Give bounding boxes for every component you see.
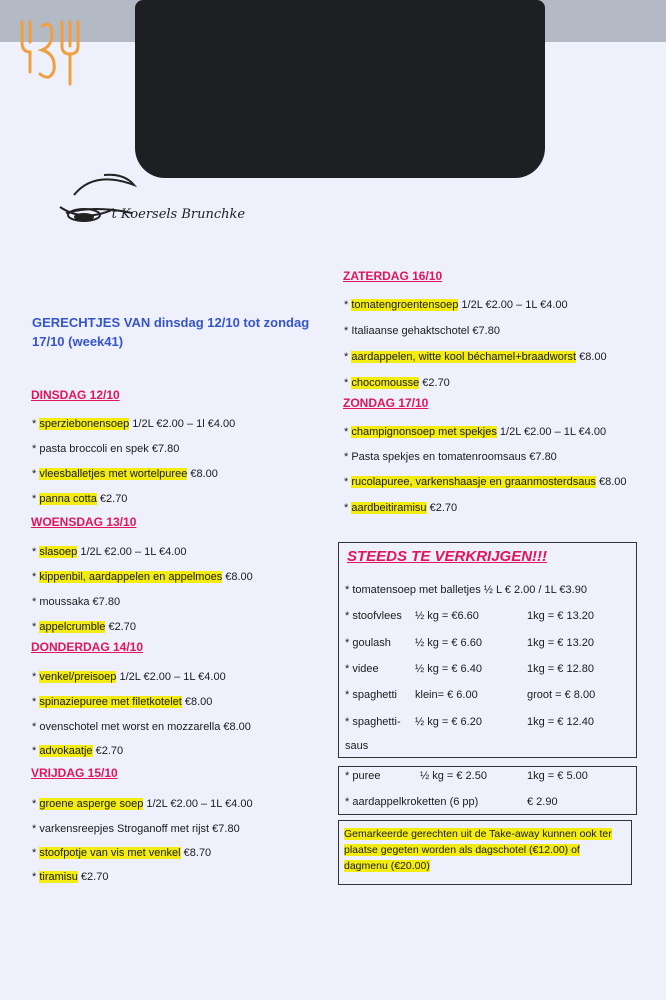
steeds-half: ½ kg = € 6.40: [415, 663, 482, 675]
bullet-star: *: [32, 798, 40, 810]
bullet-star: *: [32, 847, 40, 859]
dish-text: €2.70: [92, 745, 124, 757]
watermark-logo-icon: [16, 12, 88, 92]
day-heading: ZATERDAG 16/10: [343, 269, 443, 283]
dish-text: Italiaanse gehaktschotel €7.80: [351, 325, 500, 337]
highlighted-dish: spinaziepuree met filetkotelet: [39, 696, 182, 708]
menu-item: [32, 745, 123, 757]
saus-label: saus: [345, 740, 369, 752]
steeds-half: ½ kg = € 6.20: [415, 716, 482, 728]
highlighted-dish: tiramisu: [39, 871, 78, 883]
menu-item: [344, 299, 568, 311]
dish-text: 1/2L €2.00 – 1l €4.00: [129, 418, 236, 430]
menu-item: [344, 451, 557, 463]
day-heading: WOENSDAG 13/10: [31, 515, 137, 529]
dish-text: €8.00: [181, 696, 213, 708]
steeds-kg: 1kg = € 13.20: [527, 610, 594, 622]
menu-item: [32, 493, 127, 505]
menu-item: [344, 377, 450, 389]
bullet-star: *: [32, 546, 40, 558]
highlighted-dish: aardbeitiramisu: [351, 502, 427, 514]
dish-text: Pasta spekjes en tomatenroomsaus €7.80: [351, 451, 557, 463]
steeds-name: * stoofvlees: [345, 610, 402, 622]
menu-item: [344, 325, 500, 337]
dish-text: 1/2L €2.00 – 1L €4.00: [143, 798, 253, 810]
dish-text: €2.70: [426, 502, 458, 514]
highlighted-dish: sperziebonensoep: [39, 418, 130, 430]
steeds-name: * videe: [345, 663, 379, 675]
bullet-star: *: [32, 493, 40, 505]
bullet-star: *: [32, 671, 40, 683]
menu-item: [32, 546, 187, 558]
menu-item: [344, 502, 457, 514]
menu-item: [32, 621, 136, 633]
day-heading: DINSDAG 12/10: [31, 388, 120, 402]
highlighted-dish: panna cotta: [39, 493, 97, 505]
highlighted-dish: slasoep: [39, 546, 78, 558]
highlighted-dish: champignonsoep met spekjes: [351, 426, 497, 438]
dish-text: €8.00: [576, 351, 607, 363]
menu-item: [32, 798, 253, 810]
bullet-star: *: [32, 596, 40, 608]
steeds-name: * spaghetti: [345, 689, 397, 701]
bullet-star: *: [344, 426, 352, 438]
steeds-name: * spaghetti-: [345, 716, 401, 728]
dish-text: €2.70: [419, 377, 450, 389]
highlighted-dish: vleesballetjes met wortelpuree: [39, 468, 188, 480]
dish-text: €2.70: [105, 621, 136, 633]
menu-item: [32, 871, 108, 883]
dish-text: €8.00: [187, 468, 218, 480]
bullet-star: *: [32, 696, 40, 708]
highlighted-dish: kippenbil, aardappelen en appelmoes: [39, 571, 223, 583]
bullet-star: *: [32, 621, 40, 633]
bullet-star: *: [344, 351, 352, 363]
menu-item: [32, 721, 251, 733]
dish-text: €8.00: [595, 476, 627, 488]
menu-item: [32, 468, 218, 480]
menu-item: [344, 351, 607, 363]
steeds-half: klein= € 6.00: [415, 689, 478, 701]
day-heading: ZONDAG 17/10: [343, 396, 429, 410]
day-heading: DONDERDAG 14/10: [31, 640, 144, 654]
bullet-star: *: [32, 443, 40, 455]
highlighted-dish: aardappelen, witte kool béchamel+braadworst: [351, 351, 577, 363]
logo-text: 't Koersels Brunchke: [108, 207, 246, 222]
menu-item: [344, 426, 606, 438]
menu-item: [344, 476, 627, 488]
bullet-star: *: [32, 745, 40, 757]
dish-text: €2.70: [96, 493, 128, 505]
steeds-kg: groot = € 8.00: [527, 689, 596, 701]
brunch-logo-icon: [54, 165, 164, 243]
menu-item: [32, 671, 226, 683]
dish-text: varkensreepjes Stroganoff met rijst €7.80: [39, 823, 240, 835]
steeds-half: ½ kg = €6.60: [415, 610, 479, 622]
menu-item: [32, 418, 235, 430]
highlighted-dish: appelcrumble: [39, 621, 106, 633]
menu-item: [32, 847, 211, 859]
kroketten-name: * aardappelkroketten (6 pp): [345, 796, 479, 808]
bullet-star: *: [344, 476, 352, 488]
puree-kg: 1kg = € 5.00: [527, 770, 588, 782]
menu-item: [32, 443, 179, 455]
steeds-kg: 1kg = € 13.20: [527, 637, 594, 649]
dish-text: €2.70: [77, 871, 109, 883]
tomatensoep-line: * tomatensoep met balletjes ½ L € 2.00 / 1L €3.90: [345, 584, 587, 596]
note-text: [344, 826, 620, 874]
note-highlight: Gemarkeerde gerechten uit de Take-away kunnen ook ter plaatse gegeten worden als dagschotel (€12.00) of dagmenu (€20.00): [344, 828, 612, 872]
bullet-star: *: [344, 502, 352, 514]
highlighted-dish: venkel/preisoep: [39, 671, 117, 683]
bullet-star: *: [344, 377, 352, 389]
menu-item: [32, 696, 212, 708]
bullet-star: *: [344, 299, 352, 311]
highlighted-dish: stoofpotje van vis met venkel: [39, 847, 181, 859]
steeds-kg: 1kg = € 12.80: [527, 663, 594, 675]
always-available-title: STEEDS TE VERKRIJGEN!!!: [347, 548, 548, 565]
bullet-star: *: [32, 721, 40, 733]
dish-text: 1/2L €2.00 – 1L €4.00: [116, 671, 226, 683]
menu-item: [32, 823, 240, 835]
bullet-star: *: [32, 823, 40, 835]
highlighted-dish: tomatengroentensoep: [351, 299, 459, 311]
highlighted-dish: chocomousse: [351, 377, 420, 389]
bullet-star: *: [32, 418, 40, 430]
dish-text: ovenschotel met worst en mozzarella €8.00: [39, 721, 251, 733]
highlighted-dish: advokaatje: [39, 745, 93, 757]
dish-text: pasta broccoli en spek €7.80: [39, 443, 180, 455]
bullet-star: *: [344, 325, 352, 337]
steeds-half: ½ kg = € 6.60: [415, 637, 482, 649]
bullet-star: *: [344, 451, 352, 463]
kroketten-price: € 2.90: [527, 796, 558, 808]
dish-text: 1/2L €2.00 – 1L €4.00: [458, 299, 568, 311]
dish-text: €8.00: [222, 571, 253, 583]
puree-name: * puree: [345, 770, 381, 782]
menu-item: [32, 596, 120, 608]
dish-text: €8.70: [180, 847, 212, 859]
bullet-star: *: [32, 468, 40, 480]
steeds-name: * goulash: [345, 637, 391, 649]
dish-text: 1/2L €2.00 – 1L €4.00: [496, 426, 607, 438]
puree-half: ½ kg = € 2.50: [420, 770, 487, 782]
dish-text: moussaka €7.80: [39, 596, 121, 608]
highlighted-dish: groene asperge soep: [39, 798, 144, 810]
day-heading: VRIJDAG 15/10: [31, 766, 118, 780]
clipboard-clip: [135, 0, 545, 178]
bullet-star: *: [32, 871, 40, 883]
dish-text: 1/2L €2.00 – 1L €4.00: [77, 546, 187, 558]
bullet-star: *: [32, 571, 40, 583]
menu-item: [32, 571, 253, 583]
highlighted-dish: rucolapuree, varkenshaasje en graanmosterdsaus: [351, 476, 596, 488]
steeds-kg: 1kg = € 12.40: [527, 716, 594, 728]
menu-title: GERECHTJES VAN dinsdag 12/10 tot zondag 17/10 (week41): [32, 315, 310, 349]
